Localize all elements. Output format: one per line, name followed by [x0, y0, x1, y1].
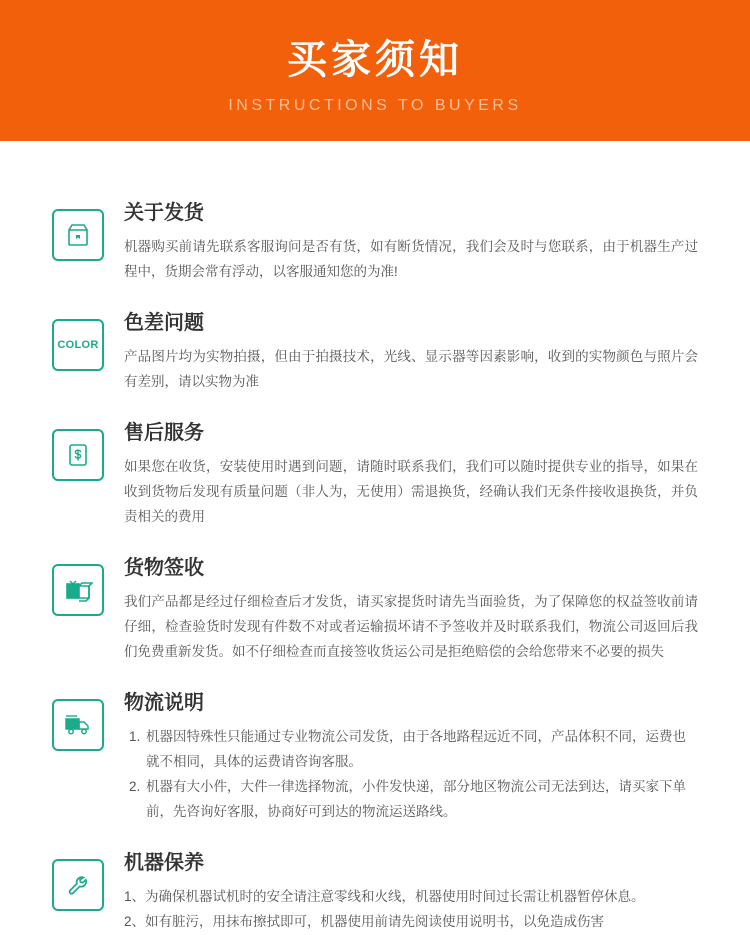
dollar-service-icon [52, 429, 104, 481]
section-shipping [52, 201, 698, 285]
truck-logistics-icon [52, 699, 104, 751]
color-icon-label: COLOR [57, 338, 99, 351]
section-after-sales [52, 421, 698, 530]
section-text: 产品图片均为实物拍摄，但由于拍摄技术，光线、显示器等因素影响，收到的实物颜色与照片会有差别，请以实物为准 [124, 348, 698, 389]
list-item: 1、为确保机器试机时的安全请注意零线和火线，机器使用时间过长需让机器暂停休息。 [124, 888, 645, 904]
list-item: 2. 机器有大小件，大件一律选择物流，小件发快递，部分地区物流公司无法到达，请买家下单前，先咨询好客服，协商好可到达的物流运送路线。 [144, 775, 698, 825]
page-banner [0, 0, 750, 141]
section-title: 售后服务 [124, 421, 204, 444]
section-text: 机器购买前请先联系客服询问是否有货，如有断货情况，我们会及时与您联系，由于机器生产过程中，货期会常有浮动，以客服通知您的为准! [124, 239, 698, 279]
list-item: 2、如有脏污，用抹布擦拭即可，机器使用前请先阅读使用说明书，以免造成伤害 [124, 913, 605, 929]
section-title: 机器保养 [124, 851, 204, 874]
section-maintenance [52, 851, 698, 935]
list-item: 1. 机器因特殊性只能通过专业物流公司发货，由于各地路程远近不同，产品体积不同，运费也就不相同，具体的运费请咨询客服。 [144, 725, 698, 775]
section-goods-receipt [52, 556, 698, 665]
package-receipt-icon [52, 564, 104, 616]
section-color-difference [52, 311, 698, 395]
logistics-list [124, 725, 698, 825]
section-text: 我们产品都是经过仔细检查后才发货，请买家提货时请先当面验货，为了保障您的权益签收前请仔细，检查验货时发现有件数不对或者运输损坏请不予签收并及时联系我们，物流公司返回后我们免费重新发货。如不仔细检查而直接签收货运公司是拒绝赔偿的会给您带来不必要的损失 [124, 593, 698, 659]
section-title: 色差问题 [124, 311, 204, 334]
delivery-box-icon [52, 209, 104, 261]
wrench-maintenance-icon [52, 859, 104, 911]
page-subtitle: INSTRUCTIONS TO BUYERS [228, 96, 522, 114]
color-swatch-icon [52, 319, 104, 371]
page-title: 买家须知 [287, 37, 463, 82]
section-title: 物流说明 [124, 691, 204, 714]
section-title: 货物签收 [124, 556, 204, 579]
sections-container [0, 141, 750, 935]
section-text: 如果您在收货，安装使用时遇到问题，请随时联系我们，我们可以随时提供专业的指导，如果在收到货物后发现有质量问题（非人为，无使用）需退换货，经确认我们无条件接收退换货，并负责相关的费用 [124, 458, 698, 524]
section-title: 关于发货 [124, 202, 204, 224]
section-logistics [52, 691, 698, 825]
